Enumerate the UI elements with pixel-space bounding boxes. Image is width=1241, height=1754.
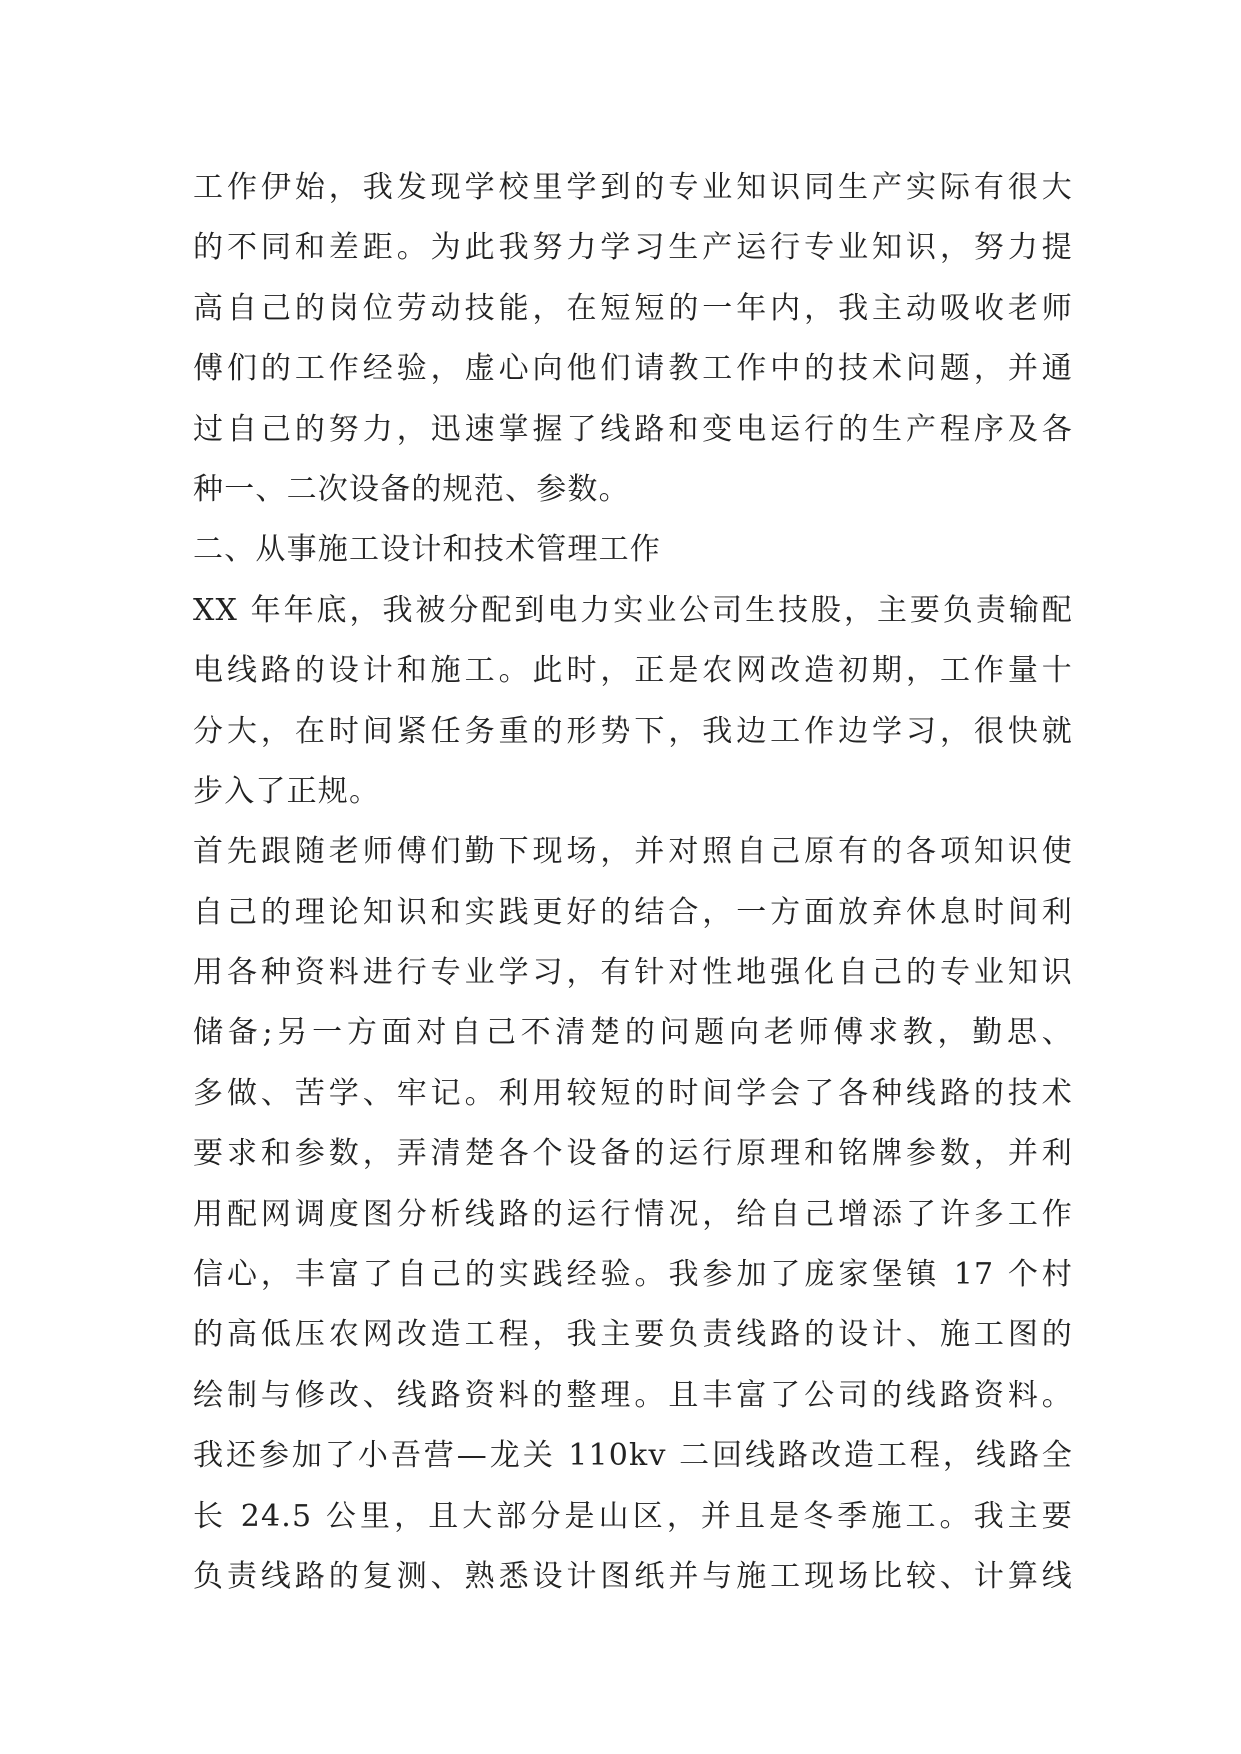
text-line: XX 年年底，我被分配到电力实业公司生技股，主要负责输配 (193, 592, 1073, 628)
text-line: 种一、二次设备的规范、参数。 (193, 471, 630, 507)
section-heading: 二、从事施工设计和技术管理工作 (193, 532, 661, 568)
text-line: 分大，在时间紧任务重的形势下，我边工作边学习，很快就 (193, 713, 1073, 749)
text-line: 多做、苦学、牢记。利用较短的时间学会了各种线路的技术 (193, 1075, 1073, 1111)
text-line: 步入了正规。 (193, 773, 381, 809)
text-line: 绘制与修改、线路资料的整理。且丰富了公司的线路资料。 (193, 1377, 1073, 1413)
text-line: 用配网调度图分析线路的运行情况，给自己增添了许多工作 (193, 1196, 1073, 1232)
text-line: 的不同和差距。为此我努力学习生产运行专业知识，努力提 (193, 230, 1073, 266)
text-line: 电线路的设计和施工。此时，正是农网改造初期，工作量十 (193, 653, 1073, 689)
text-line: 负责线路的复测、熟悉设计图纸并与施工现场比较、计算线 (193, 1558, 1073, 1594)
text-line: 工作伊始，我发现学校里学到的专业知识同生产实际有很大 (193, 170, 1073, 205)
text-line: 长 24.5 公里，且大部分是山区，并且是冬季施工。我主要 (193, 1498, 1073, 1534)
text-line: 的高低压农网改造工程，我主要负责线路的设计、施工图的 (193, 1317, 1073, 1353)
text-line: 傅们的工作经验，虚心向他们请教工作中的技术问题，并通 (193, 351, 1073, 387)
text-line: 我还参加了小吾营—龙关 110kv 二回线路改造工程，线路全 (193, 1438, 1073, 1474)
text-line: 要求和参数，弄清楚各个设备的运行原理和铭牌参数，并利 (193, 1136, 1073, 1172)
text-line: 信心，丰富了自己的实践经验。我参加了庞家堡镇 17 个村 (193, 1257, 1073, 1293)
text-line: 用各种资料进行专业学习，有针对性地强化自己的专业知识 (193, 955, 1073, 991)
body-text (193, 158, 1073, 1607)
text-line: 首先跟随老师傅们勤下现场，并对照自己原有的各项知识使 (193, 834, 1073, 870)
text-line: 储备;另一方面对自己不清楚的问题向老师傅求教，勤思、 (193, 1015, 1073, 1051)
text-line: 高自己的岗位劳动技能，在短短的一年内，我主动吸收老师 (193, 290, 1073, 326)
text-line: 自己的理论知识和实践更好的结合，一方面放弃休息时间利 (193, 894, 1073, 930)
text-line: 过自己的努力，迅速掌握了线路和变电运行的生产程序及各 (193, 411, 1073, 447)
